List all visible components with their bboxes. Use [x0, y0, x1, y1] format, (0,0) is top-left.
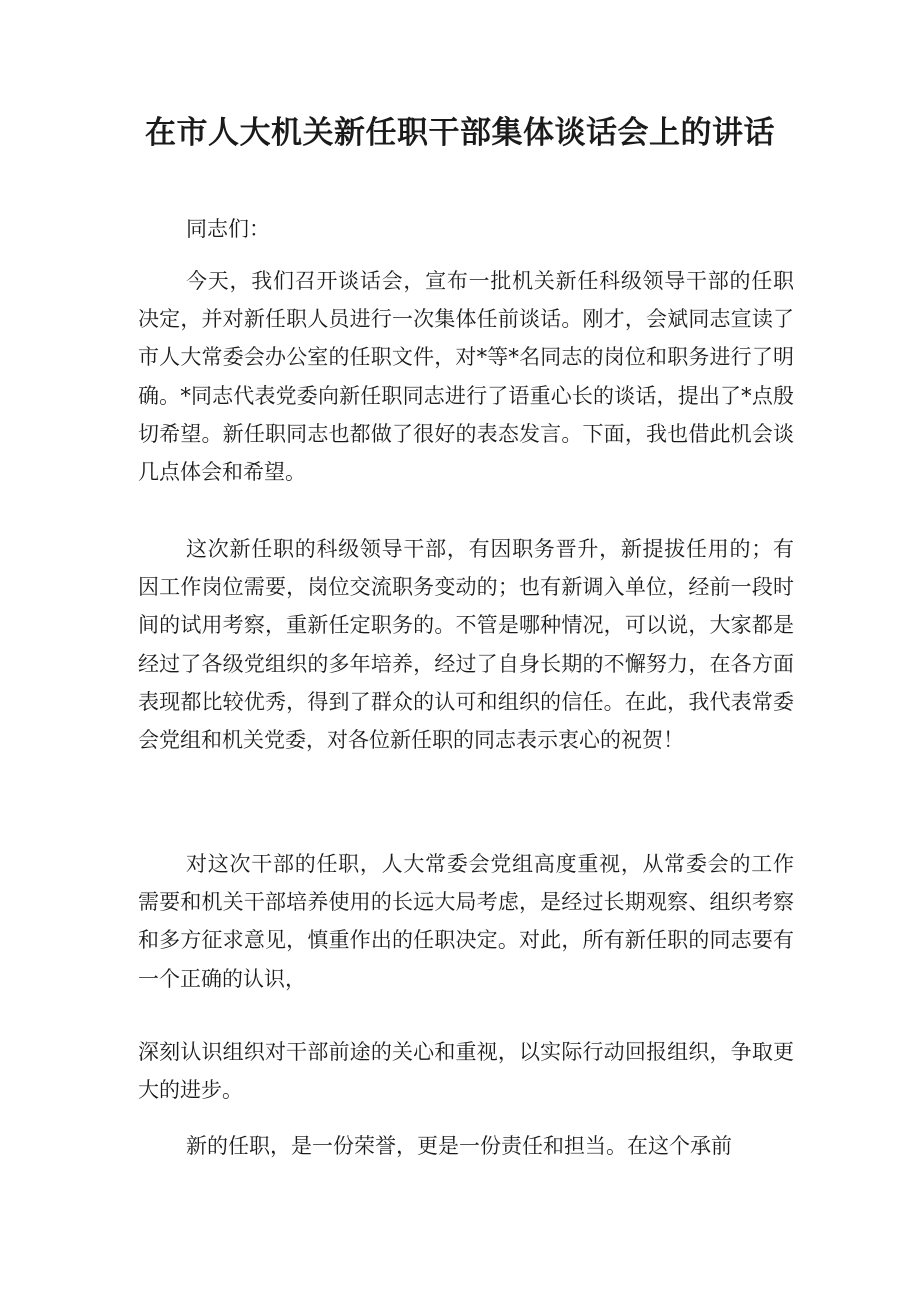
document-title: 在市人大机关新任职干部集体谈话会上的讲话: [145, 115, 775, 151]
paragraph-5: 新的任职，是一份荣誉，更是一份责任和担当。在这个承前: [186, 1134, 732, 1158]
paragraph-2: 这次新任职的科级领导干部，有因职务晋升，新提拔任用的；有因工作岗位需要，岗位交流职务变动的；也有新调入单位，经前一段时间的试用考察，重新任定职务的。不管是哪种情况，可以说，大家都是经过了各级党组织的多年培养，经过了自身长期的不懈努力，在各方面表现都比较优秀，得到了群众的认可和组织的信任。在此，我代表常委会党组和机关党委，对各位新任职的同志表示衷心的祝贺！: [138, 537, 794, 753]
salutation: 同志们：: [186, 217, 270, 241]
paragraph-4: 深刻认识组织对干部前途的关心和重视，以实际行动回报组织，争取更大的进步。: [138, 1040, 794, 1102]
paragraph-3: 对这次干部的任职，人大常委会党组高度重视，从常委会的工作需要和机关干部培养使用的长远大局考虑，是经过长期观察、组织考察和多方征求意见，慎重作出的任职决定。对此，所有新任职的同志要有一个正确的认识，: [138, 852, 794, 991]
paragraph-1: 今天，我们召开谈话会，宣布一批机关新任科级领导干部的任职决定，并对新任职人员进行一次集体任前谈话。刚才，会斌同志宣读了市人大常委会办公室的任职文件，对*等*名同志的岗位和职务进行了明确。*同志代表党委向新任职同志进行了语重心长的谈话，提出了*点殷切希望。新任职同志也都做了很好的表态发言。下面，我也借此机会谈几点体会和希望。: [138, 269, 794, 485]
